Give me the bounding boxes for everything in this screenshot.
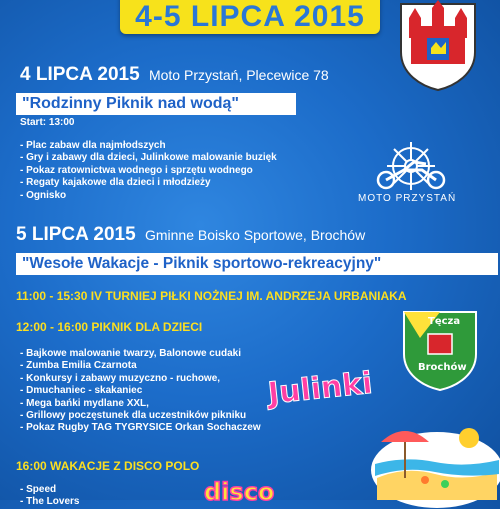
day1-program-list: [20, 140, 277, 202]
disco-polo-line: 16:00 WAKACJE Z DISCO POLO: [16, 459, 200, 473]
list-item: - The Lovers: [20, 496, 80, 508]
list-item: - Konkursy i zabawy muzyczno - ruchowe,: [20, 372, 221, 384]
julinki-logo: [262, 360, 394, 410]
day2-date-text: 5 LIPCA 2015: [16, 224, 136, 245]
day1-start-time: Start: 13:00: [20, 117, 75, 128]
list-item: - Pokaz Rugby TAG TYGRYSICE Orkan Sochaczew: [20, 422, 261, 434]
club-name-text: Brochów: [418, 362, 467, 373]
event-dates-banner: 4-5 LIPCA 2015: [120, 0, 380, 34]
list-item: - Pokaz ratownictwa wodnego i sprzętu wodnego: [20, 164, 253, 176]
list-item: - Grillowy poczęstunek dla uczestników pikniku: [20, 410, 247, 422]
day2-venue: Gminne Boisko Sportowe, Brochów: [144, 227, 366, 243]
list-item: - Ognisko: [20, 189, 67, 201]
town-crest-icon: [393, 0, 483, 92]
disco-list: [20, 484, 79, 509]
disco-logo: [200, 474, 275, 506]
julinki-text: Julinki: [266, 365, 375, 412]
list-item: - Bajkowe malowanie twarzy, Balonowe cudaki: [20, 348, 241, 359]
disco-text: disco: [204, 478, 275, 506]
list-item: - Dmuchaniec - skakaniec: [20, 385, 143, 397]
day1-venue: Moto Przystań, Plecewice 78: [148, 67, 329, 83]
day2-program-list: [20, 348, 261, 435]
list-item: - Plac zabaw dla najmłodszych: [20, 140, 166, 151]
day1-date: [20, 64, 329, 86]
day1-title: "Rodzinny Piknik nad wodą": [16, 93, 296, 115]
day1-date-text: 4 LIPCA 2015: [20, 64, 140, 85]
moto-logo-text: MOTO PRZYSTAŃ: [358, 193, 457, 204]
kids-picnic-line: 12:00 - 16:00 PIKNIK DLA DZIECI: [16, 320, 203, 334]
day2-title: "Wesołe Wakacje - Piknik sportowo-rekreacyjny": [16, 253, 498, 275]
list-item: - Speed: [20, 484, 57, 495]
list-item: - Mega bańki mydlane XXL,: [20, 397, 149, 409]
beach-illustration-icon: [365, 418, 500, 500]
day2-date: [16, 224, 365, 246]
football-club-crest-icon: [400, 308, 480, 392]
list-item: - Regaty kajakowe dla dzieci i młodzieży: [20, 177, 211, 189]
club-badge-text: Tęcza: [428, 316, 461, 327]
football-tournament-line: 11:00 - 15:30 IV TURNIEJ PIŁKI NOŻNEJ IM. ANDRZEJA URBANIAKA: [16, 289, 407, 303]
list-item: - Zumba Emilia Czarnota: [20, 360, 137, 372]
list-item: - Gry i zabawy dla dzieci, Julinkowe malowanie buzięk: [20, 152, 277, 164]
